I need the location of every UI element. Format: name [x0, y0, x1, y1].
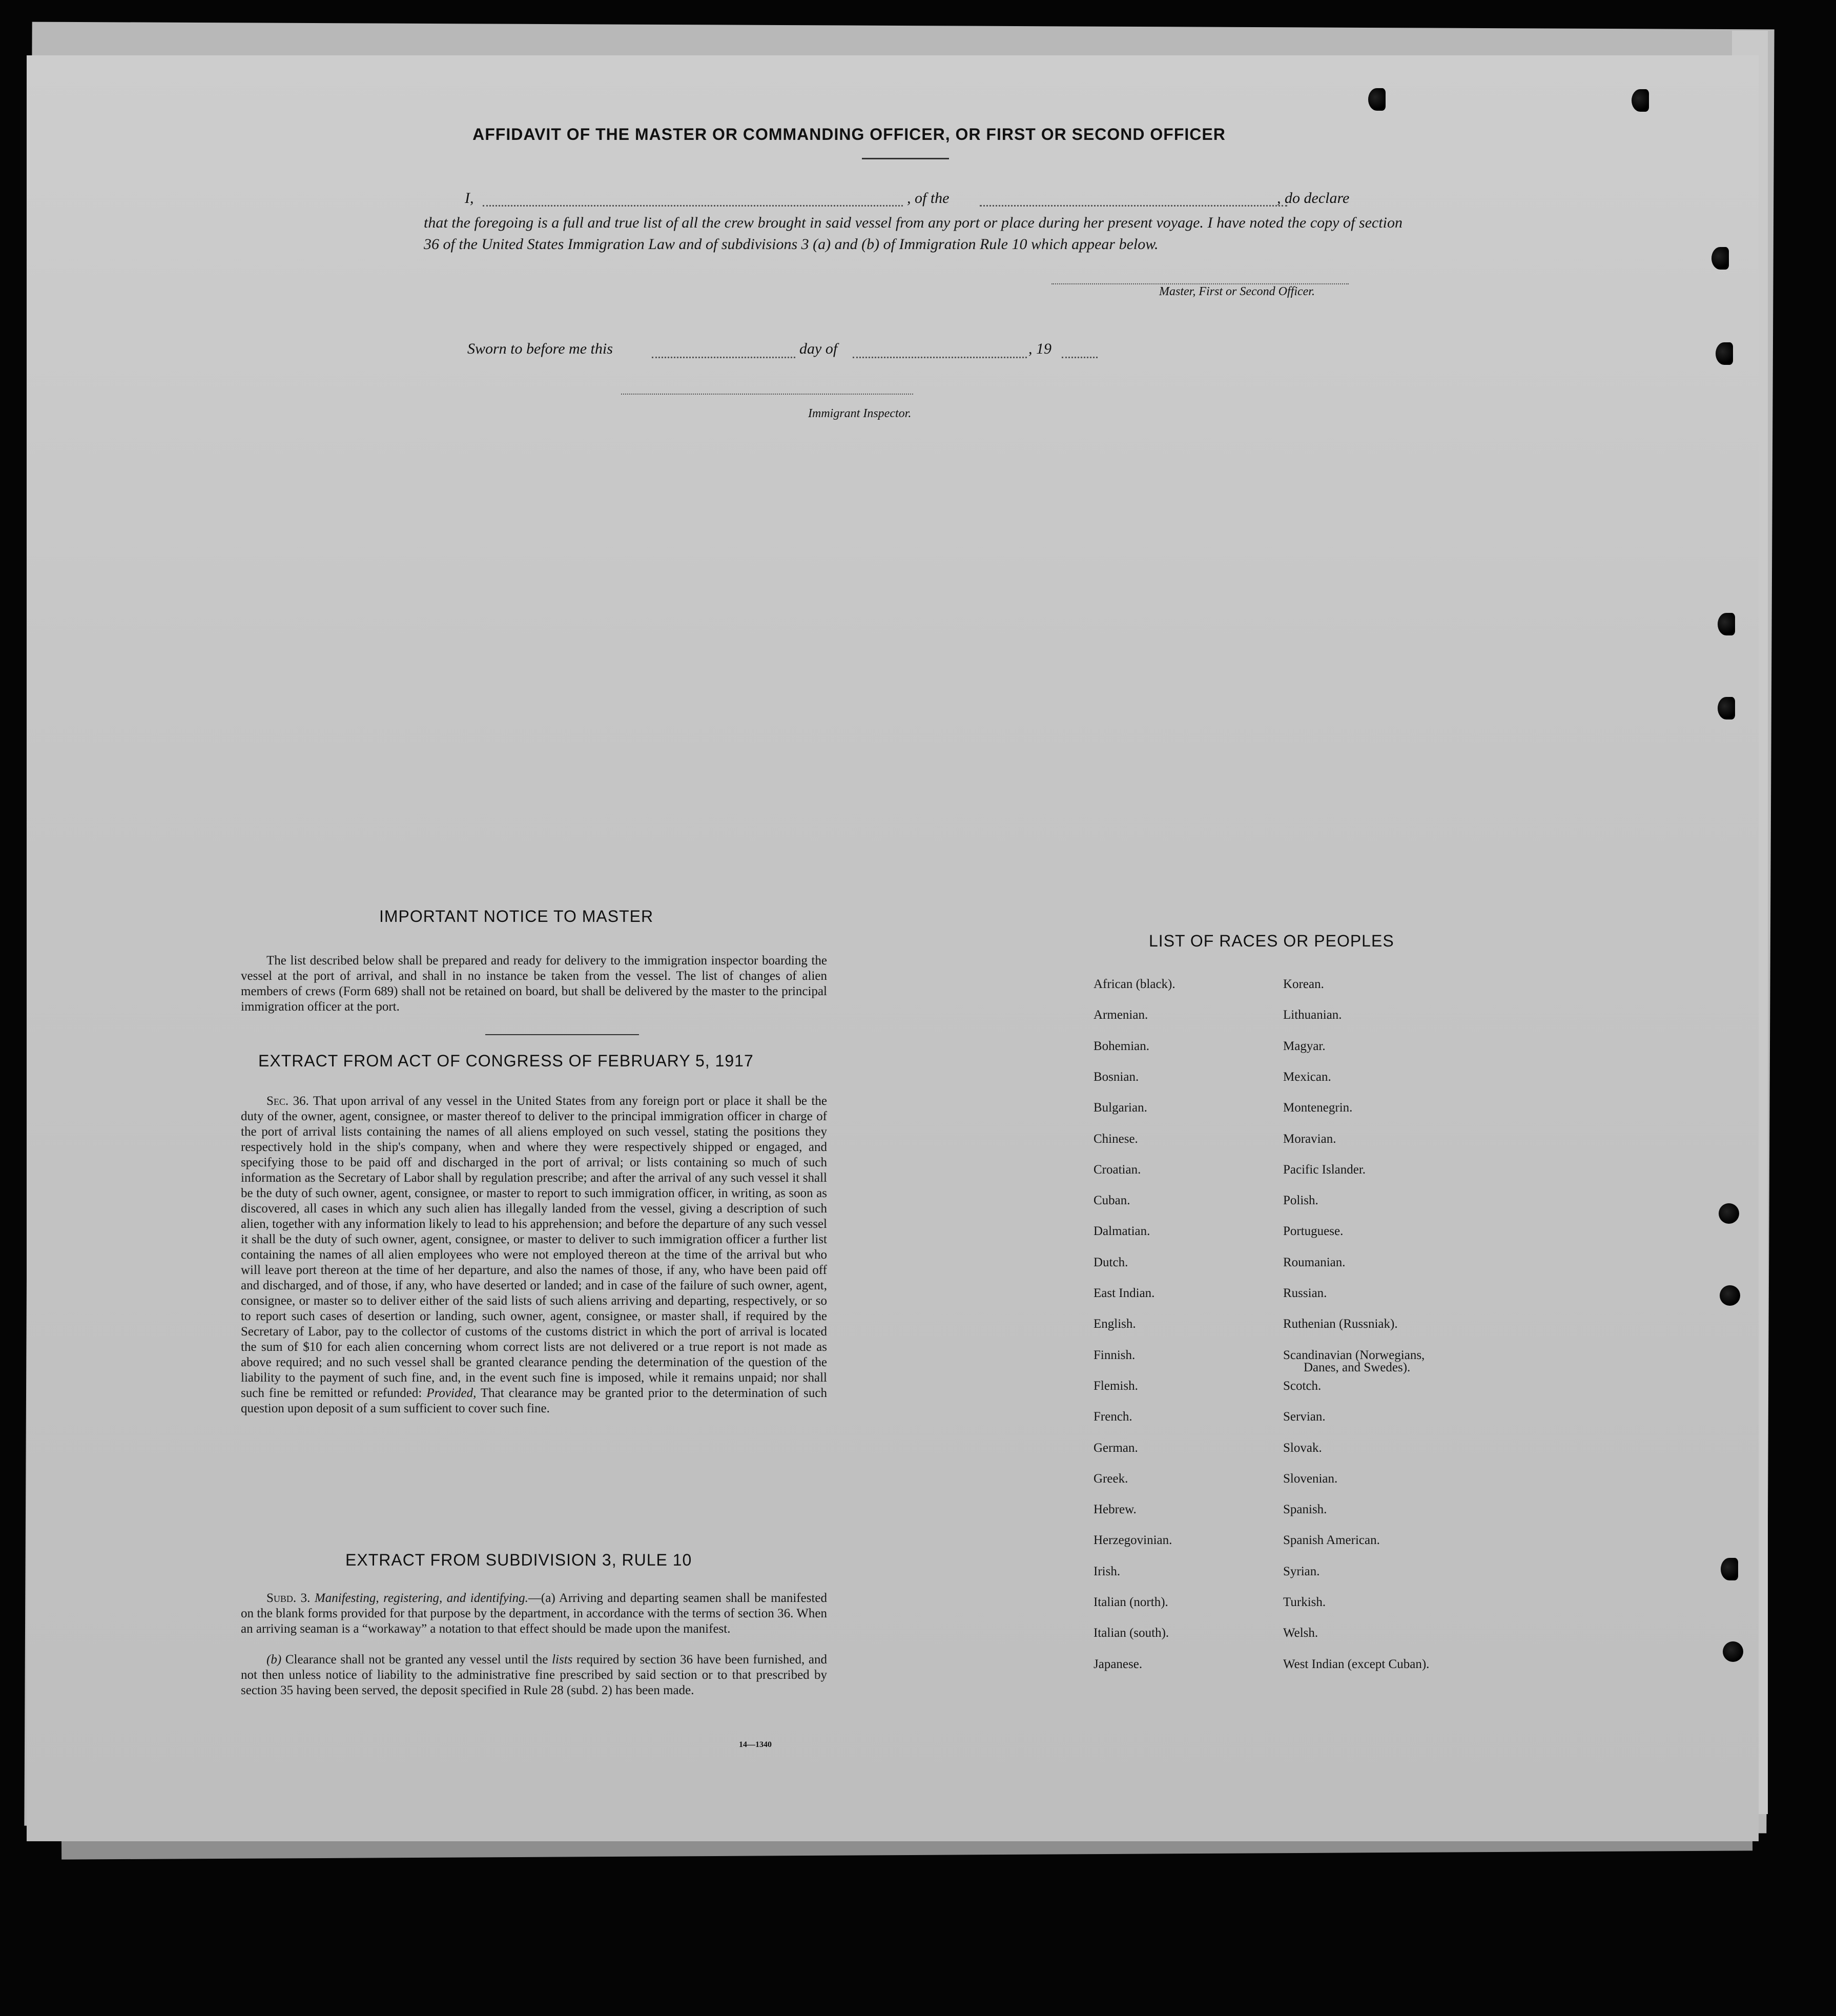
inspector-label: Immigrant Inspector. — [808, 407, 912, 420]
race-item: Italian (south). — [1094, 1626, 1169, 1640]
race-item: Slovenian. — [1283, 1471, 1338, 1486]
section-divider — [485, 1034, 639, 1035]
form-number: 14—1340 — [739, 1740, 772, 1749]
race-item: English. — [1094, 1317, 1136, 1331]
race-item: Flemish. — [1094, 1379, 1138, 1393]
affidavit-title: AFFIDAVIT OF THE MASTER OR COMMANDING OFFICER, OR FIRST OR SECOND OFFICER — [472, 125, 1226, 143]
race-item: Irish. — [1094, 1564, 1121, 1578]
punch-hole-icon — [1632, 89, 1649, 112]
race-item: Moravian. — [1283, 1132, 1336, 1146]
race-item: Dutch. — [1094, 1255, 1128, 1269]
extract-act-title: EXTRACT FROM ACT OF CONGRESS OF FEBRUARY 5, 1917 — [258, 1052, 754, 1070]
race-item: Ruthenian (Russniak). — [1283, 1317, 1398, 1331]
rule-paragraph-a — [241, 1591, 827, 1637]
race-item: Welsh. — [1283, 1626, 1318, 1640]
race-item: Mexican. — [1283, 1069, 1331, 1084]
sec-label: Sec. 36. — [266, 1094, 309, 1108]
sworn-month-blank[interactable] — [853, 357, 1027, 358]
extract-rule-title: EXTRACT FROM SUBDIVISION 3, RULE 10 — [345, 1551, 692, 1569]
punch-hole-icon — [1721, 1558, 1738, 1580]
race-item: German. — [1094, 1441, 1138, 1455]
race-item: Armenian. — [1094, 1008, 1148, 1022]
race-item: Lithuanian. — [1283, 1008, 1342, 1022]
act-text-part2: That clearance may be granted prior to the determination of such question upon deposit of a sum sufficient to cover such fine. — [241, 1386, 827, 1415]
notice-body: The list described below shall be prepared and ready for delivery to the immigration inspector boarding the vessel at the port of arrival, and shall in no instance be taken from the vessel. The list of changes of alien members of crews (Form 689) shall not be retained on board, but shall be delivered by the master to the principal immigration officer at the port. — [241, 954, 827, 1014]
race-item: African (black). — [1094, 977, 1175, 991]
punch-hole-icon — [1716, 342, 1733, 365]
race-item: Russian. — [1283, 1286, 1327, 1300]
punch-hole-icon — [1718, 697, 1735, 719]
affidavit-do-declare-label: , do declare — [1277, 190, 1350, 207]
race-item: West Indian (except Cuban). — [1283, 1657, 1430, 1671]
race-item: Korean. — [1283, 977, 1324, 991]
races-title: LIST OF RACES OR PEOPLES — [1149, 932, 1394, 950]
race-item: Syrian. — [1283, 1564, 1320, 1578]
race-item: Herzegovinian. — [1094, 1533, 1172, 1548]
sworn-prefix: Sworn to before me this — [467, 340, 613, 357]
punch-hole-icon — [1718, 613, 1735, 635]
race-item: Dalmatian. — [1094, 1224, 1150, 1239]
punch-hole-icon — [1723, 1641, 1743, 1662]
para-a-marker: —(a) — [528, 1591, 555, 1605]
title-underline — [862, 158, 949, 159]
race-item: Bohemian. — [1094, 1039, 1150, 1053]
race-item: Portuguese. — [1283, 1224, 1344, 1239]
race-item: French. — [1094, 1410, 1132, 1424]
para-b-lists: lists — [552, 1653, 573, 1667]
extract-act-body — [241, 1094, 827, 1416]
race-item: Polish. — [1283, 1194, 1318, 1208]
subd-heading: Manifesting, registering, and identifying. — [314, 1591, 528, 1605]
signature-label: Master, First or Second Officer. — [1159, 285, 1315, 298]
race-item: Magyar. — [1283, 1039, 1326, 1053]
act-text-part1: That upon arrival of any vessel in the United States from any foreign port or place it shall be the duty of the owner, agent, consignee, or master thereof to deliver to the principal immigration officer in charge of the port of arrival lists containing the names of all aliens employed on such vessel, stating the positions they respectively hold in the ship's company, when and where they were respectively shipped or engaged, and specifying those to be paid off and discharged in the port of arrival; or lists containing so much of such information as the Secretary of Labor shall by regulation prescribe; and after the arrival of any such vessel it shall be the duty of such owner, agent, consignee, or master to report to such immigration officer, in writing, as soon as discovered, all cases in which any such alien has illegally landed from the vessel, giving a description of such alien, together with any information likely to lead to his apprehension; and before the departure of any such vessel it shall be the duty of such owner, agent, consignee, or master to deliver to such immigration officer a further list containing the names of all alien employees who were not employed thereon at the time of the arrival but who will leave port thereon at the time of her departure, and also the names of those, if any, who have been paid off and discharged, and of those, if any, who have deserted or landed; and in case of the failure of such owner, agent, consignee, or master so to deliver either of the said lists of such aliens arriving and departing, respectively, or so to report such cases of desertion or landing, such owner, agent, consignee, or master shall, if required by the Secretary of Labor, pay to the collector of customs of the customs district in which the port of arrival is located the sum of $10 for each alien concerning whom correct lists are not delivered or a true report is not made as above required; and no such vessel shall be granted clearance pending the determination of the question of the liability to the payment of such fine, and, in the event such fine is imposed, while it remains unpaid; nor shall such fine be remitted or refunded: — [241, 1094, 828, 1400]
race-item: Scotch. — [1283, 1379, 1322, 1393]
sworn-year-label: , 19 — [1028, 340, 1051, 357]
race-item: Pacific Islander. — [1283, 1162, 1366, 1177]
race-item: Croatian. — [1094, 1162, 1141, 1177]
document-page — [27, 55, 1759, 1841]
vessel-blank-line[interactable] — [980, 205, 1287, 207]
para-b-text-2: required by section 36 have been furnished, and not then unless notice of liability to the administrative fine prescribed by said section or to that prescribed by section 35 having been served, the deposit specified in Rule 28 (subd. 2) has been made. — [241, 1653, 827, 1697]
sworn-day-blank[interactable] — [652, 357, 795, 358]
notice-title: IMPORTANT NOTICE TO MASTER — [379, 907, 654, 925]
subd-label: Subd. 3. — [266, 1591, 311, 1605]
signature-blank-line[interactable] — [1051, 283, 1349, 284]
para-b-marker: (b) — [266, 1653, 282, 1667]
race-item: East Indian. — [1094, 1286, 1155, 1300]
affidavit-body: that the foregoing is a full and true list of all the crew brought in said vessel from any port or place during her present voyage. I have noted the copy of section 36 of the United States Immigration Law and of subdivisions 3 (a) and (b) of Immigration Rule 10 which appear below. — [424, 214, 1402, 253]
race-item: Greek. — [1094, 1471, 1128, 1486]
affidavit-i-label: I, — [465, 190, 474, 207]
race-item: Hebrew. — [1094, 1503, 1137, 1517]
race-item: Scandinavian (Norwegians, — [1283, 1348, 1425, 1362]
punch-hole-icon — [1719, 1203, 1739, 1224]
rule-paragraph-b — [241, 1652, 827, 1698]
punch-hole-icon — [1368, 88, 1386, 111]
race-item: Roumanian. — [1283, 1255, 1346, 1269]
race-item: Danes, and Swedes). — [1304, 1360, 1411, 1374]
para-b-text-1: Clearance shall not be granted any vessel until the — [285, 1653, 548, 1667]
punch-hole-icon — [1711, 247, 1729, 270]
race-item: Italian (north). — [1094, 1595, 1168, 1609]
race-item: Japanese. — [1094, 1657, 1143, 1671]
race-item: Slovak. — [1283, 1441, 1322, 1455]
name-blank-line[interactable] — [483, 205, 903, 207]
race-item: Spanish. — [1283, 1503, 1327, 1517]
provided-word: Provided, — [426, 1386, 477, 1400]
race-item: Spanish American. — [1283, 1533, 1380, 1548]
race-item: Turkish. — [1283, 1595, 1326, 1609]
punch-hole-icon — [1720, 1285, 1740, 1306]
inspector-signature-blank[interactable] — [621, 394, 913, 395]
race-item: Cuban. — [1094, 1194, 1130, 1208]
affidavit-of-the-label: , of the — [907, 190, 950, 207]
para-a-text: Arriving and departing seamen shall be manifested on the blank forms provided for that purpose by the department, in accordance with the terms of section 36. When an arriving seaman is a “workaway” a notation to that effect should be made upon the manifest. — [241, 1591, 827, 1636]
race-item: Montenegrin. — [1283, 1101, 1353, 1115]
race-item: Chinese. — [1094, 1132, 1138, 1146]
sworn-year-blank[interactable] — [1062, 357, 1098, 358]
race-item: Servian. — [1283, 1410, 1326, 1424]
sworn-day-of-label: day of — [799, 340, 838, 357]
race-item: Bosnian. — [1094, 1069, 1139, 1084]
race-item: Finnish. — [1094, 1348, 1136, 1362]
race-item: Bulgarian. — [1094, 1101, 1147, 1115]
